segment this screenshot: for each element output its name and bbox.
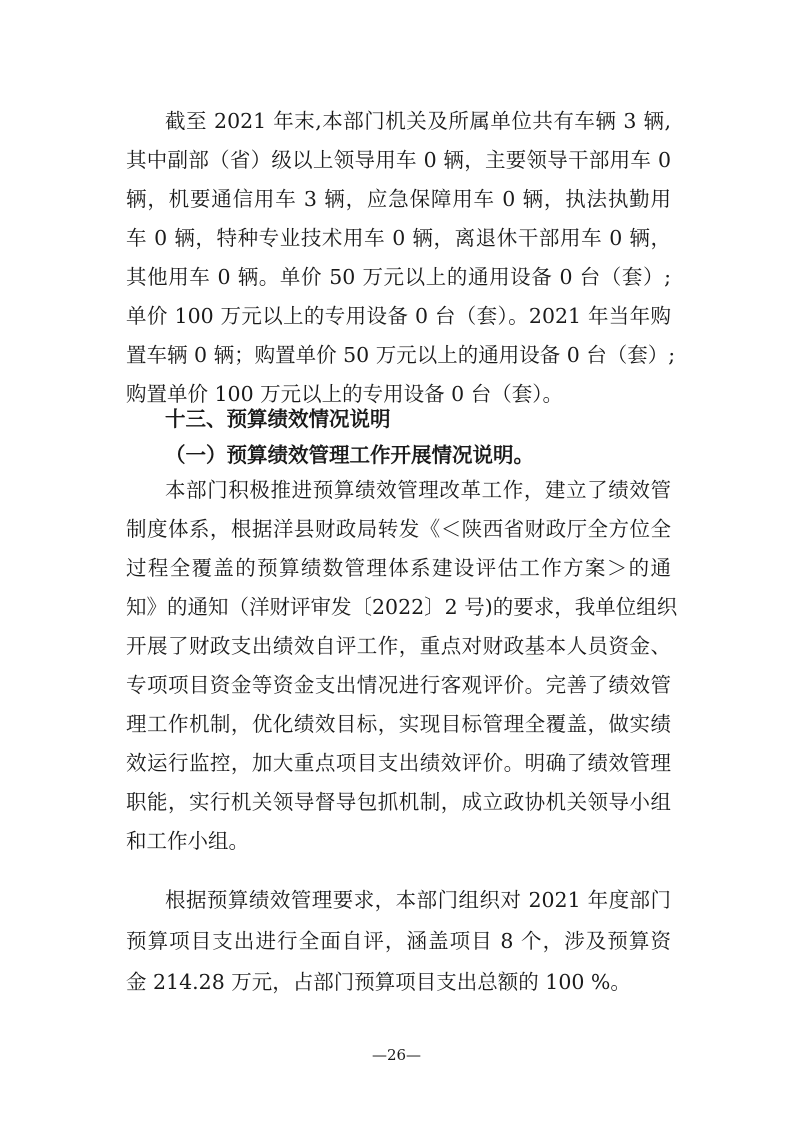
paragraph-1-line-4: 车 0 辆，特种专业技术用车 0 辆，离退休干部用车 0 辆， — [126, 226, 671, 250]
sub-heading: （一）预算绩效管理工作开展情况说明。 — [165, 443, 534, 467]
page-number: —26— — [371, 1046, 422, 1064]
paragraph-2-line-3: 过程全覆盖的预算绩数管理体系建设评估工作方案＞的通 — [126, 556, 671, 580]
paragraph-1-line-8: 购置单价 100 万元以上的专用设备 0 台（套）。 — [126, 382, 563, 406]
paragraph-2-line-7: 理工作机制，优化绩效目标，实现目标管理全覆盖，做实绩 — [126, 712, 671, 736]
paragraph-3-line-3: 金 214.28 万元，占部门预算项目支出总额的 100 %。 — [126, 970, 631, 994]
section-heading: 十三、预算绩效情况说明 — [165, 407, 391, 431]
paragraph-2-line-5: 开展了财政支出绩效自评工作，重点对财政基本人员资金、 — [126, 634, 671, 658]
paragraph-1-line-6: 单价 100 万元以上的专用设备 0 台（套）。2021 年当年购 — [126, 304, 671, 328]
paragraph-3-line-1: 根据预算绩效管理要求，本部门组织对 2021 年度部门 — [165, 888, 671, 912]
paragraph-2-line-4: 知》的通知（洋财评审发〔2022〕2 号)的要求，我单位组织 — [126, 595, 678, 619]
paragraph-2-line-2: 制度体系，根据洋县财政局转发《＜陕西省财政厅全方位全 — [126, 517, 671, 541]
paragraph-2-line-6: 专项项目资金等资金支出情况进行客观评价。完善了绩效管 — [126, 673, 671, 697]
paragraph-1-line-3: 辆，机要通信用车 3 辆，应急保障用车 0 辆，执法执勤用 — [126, 187, 671, 211]
paragraph-2-line-8: 效运行监控，加大重点项目支出绩效评价。明确了绩效管理 — [126, 751, 671, 775]
paragraph-1-line-2: 其中副部（省）级以上领导用车 0 辆，主要领导干部用车 0 — [126, 148, 671, 172]
paragraph-1-line-5: 其他用车 0 辆。单价 50 万元以上的通用设备 0 台（套）; — [126, 265, 671, 289]
paragraph-2-line-1: 本部门积极推进预算绩效管理改革工作，建立了绩效管 — [165, 478, 671, 502]
paragraph-2-line-10: 和工作小组。 — [126, 829, 249, 853]
paragraph-3-line-2: 预算项目支出进行全面自评，涵盖项目 8 个，涉及预算资 — [126, 929, 671, 953]
paragraph-1-line-1: 截至 2021 年末,本部门机关及所属单位共有车辆 3 辆, — [165, 109, 671, 133]
paragraph-2-line-9: 职能，实行机关领导督导包抓机制，成立政协机关领导小组 — [126, 790, 671, 814]
paragraph-1-line-7: 置车辆 0 辆；购置单价 50 万元以上的通用设备 0 台（套）; — [126, 343, 676, 367]
